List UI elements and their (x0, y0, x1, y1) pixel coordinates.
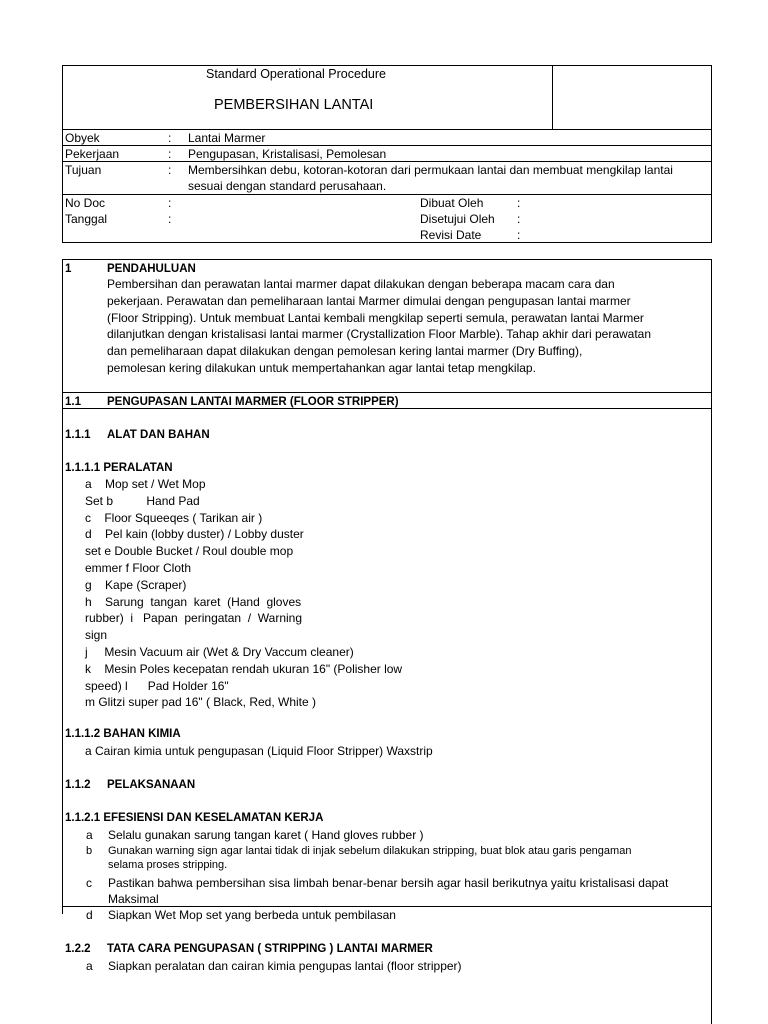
subsection-title: TATA CARA PENGUPASAN ( STRIPPING ) LANTAI MARMER (107, 943, 433, 955)
list-item: emmer f Floor Cloth (85, 560, 192, 575)
section-number: 1.1 (65, 396, 81, 408)
field-label-tujuan: Tujuan (65, 163, 102, 177)
list-item: Pastikan bahwa pembersihan sisa limbah benar-benar bersih agar hasil berikutnya yaitu kristalisasi dapat (108, 876, 669, 890)
field-sep: : (517, 212, 521, 226)
list-item: rubber) i Papan peringatan / Warning (85, 611, 303, 626)
field-label-disetujui-oleh: Disetujui Oleh (420, 212, 495, 226)
list-item-letter: c (86, 876, 92, 890)
subsection-number: 1.1.1 (65, 429, 91, 441)
list-item: selama proses stripping. (108, 859, 228, 871)
list-item-letter: a (86, 828, 93, 842)
field-sep: : (168, 131, 172, 145)
field-label-no-doc: No Doc (65, 196, 106, 210)
list-item: Maksimal (108, 892, 159, 906)
field-label-revisi-date: Revisi Date (420, 228, 482, 242)
section-title: PENDAHULUAN (107, 263, 196, 275)
list-item: Selalu gunakan sarung tangan karet ( Hand gloves rubber ) (108, 828, 424, 842)
list-item: speed) l Pad Holder 16" (85, 678, 229, 693)
field-sep: : (517, 228, 521, 242)
list-item: k Mesin Poles kecepatan rendah ukuran 16" (Polisher low (85, 661, 403, 676)
list-item: Siapkan Wet Mop set yang berbeda untuk pembilasan (108, 908, 396, 922)
section-title: PENGUPASAN LANTAI MARMER (FLOOR STRIPPER) (107, 396, 399, 408)
paragraph-line: pekerjaan. Perawatan dan pemeliharaan lantai Marmer dimulai dengan pengupasan lantai marmer (107, 293, 631, 308)
field-value-obyek: Lantai Marmer (188, 131, 266, 145)
list-item: j Mesin Vacuum air (Wet & Dry Vaccum cleaner) (85, 644, 354, 659)
list-item-letter: d (86, 908, 93, 922)
list-item-letter: b (86, 845, 93, 857)
list-item: h Sarung tangan karet (Hand gloves (85, 594, 302, 609)
list-item: g Kape (Scraper) (85, 577, 187, 592)
subsection-title: PELAKSANAAN (107, 779, 196, 791)
efisiensi-heading: 1.1.2.1 EFESIENSI DAN KESELAMATAN KERJA (65, 812, 324, 824)
list-item: a Cairan kimia untuk pengupasan (Liquid Floor Stripper) Waxstrip (85, 744, 433, 758)
field-label-pekerjaan: Pekerjaan (65, 147, 120, 161)
peralatan-heading: 1.1.1.1 PERALATAN (65, 462, 173, 474)
peralatan-list (85, 476, 402, 711)
paragraph-line: (Floor Stripping). Untuk membuat Lantai kembali mengkilap seperti semula, perawatan lantai Marmer (107, 310, 644, 325)
paragraph-line: Pembersihan dan perawatan lantai marmer dapat dilakukan dengan beberapa macam cara dan (107, 277, 615, 291)
list-item: m Glitzi super pad 16" ( Black, Red, White ) (85, 695, 317, 710)
field-label-dibuat-oleh: Dibuat Oleh (420, 196, 484, 210)
list-item-letter: a (86, 959, 93, 973)
bahan-heading: 1.1.1.2 BAHAN KIMIA (65, 728, 181, 740)
subsection-number: 1.2.2 (65, 943, 91, 955)
list-item: a Mop set / Wet Mop (85, 477, 206, 491)
field-value-pekerjaan: Pengupasan, Kristalisasi, Pemolesan (188, 147, 387, 161)
paragraph-line: pemolesan kering dilakukan untuk mempertahankan agar lantai tetap mengkilap. (107, 360, 536, 375)
intro-paragraph (107, 276, 651, 377)
field-label-tanggal: Tanggal (65, 212, 108, 226)
field-label-obyek: Obyek (65, 131, 100, 145)
list-item: d Pel kain (lobby duster) / Lobby duster (85, 527, 304, 542)
list-item: Siapkan peralatan dan cairan kimia pengupas lantai (floor stripper) (108, 959, 462, 973)
field-sep: : (168, 212, 172, 226)
field-sep: : (168, 163, 172, 177)
subsection-number: 1.1.2 (65, 779, 91, 791)
paragraph-line: dilanjutkan dengan kristalisasi lantai marmer (Crystallization Floor Marble). Tahap akhir dari perawatan (107, 327, 652, 342)
list-item: c Floor Squeeqes ( Tarikan air ) (85, 510, 263, 525)
list-item: sign (85, 628, 108, 643)
field-value-tujuan-line: Membersihkan debu, kotoran-kotoran dari permukaan lantai dan membuat mengkilap lantai (188, 163, 673, 177)
field-sep: : (517, 196, 521, 210)
list-item: Gunakan warning sign agar lantai tidak di injak sebelum dilakukan stripping, buat blok atau garis pengaman (108, 845, 632, 857)
subsection-title: ALAT DAN BAHAN (107, 429, 210, 441)
field-value-tujuan-line: sesuai dengan standard perusahaan. (188, 179, 387, 193)
field-sep: : (168, 147, 172, 161)
list-item: set e Double Bucket / Roul double mop (85, 544, 294, 559)
list-item: Set b Hand Pad (85, 493, 200, 508)
paragraph-line: dan pemeliharaan dapat dilakukan dengan pemolesan kering lantai marmer (Dry Buffing), (107, 344, 583, 359)
section-number: 1 (65, 263, 72, 275)
document-subtitle: Standard Operational Procedure (206, 67, 386, 81)
document-title: PEMBERSIHAN LANTAI (214, 97, 374, 113)
field-sep: : (168, 196, 172, 210)
